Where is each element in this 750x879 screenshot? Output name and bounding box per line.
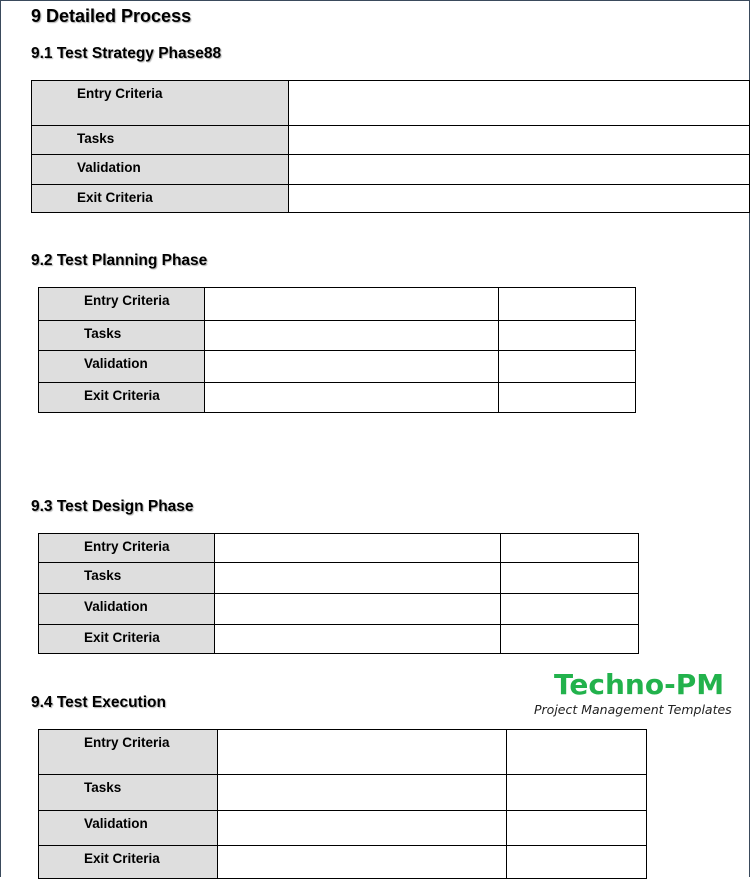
section-heading-design: 9.3 Test Design Phase (31, 498, 194, 515)
table-row (39, 351, 636, 383)
row-label: Tasks (39, 563, 215, 594)
table-cell[interactable] (499, 288, 636, 321)
table-cell[interactable] (501, 534, 639, 563)
row-label: Tasks (39, 321, 205, 351)
logo-title: Techno-PM (554, 668, 725, 701)
table-row (39, 846, 647, 879)
table-cell[interactable] (501, 594, 639, 625)
table-cell[interactable] (215, 563, 501, 594)
row-label: Entry Criteria (39, 288, 205, 321)
row-label: Validation (39, 594, 215, 625)
table-row (32, 155, 750, 185)
table-cell[interactable] (499, 383, 636, 413)
planning-table (38, 287, 636, 413)
row-label: Validation (39, 351, 205, 383)
table-cell[interactable] (205, 288, 499, 321)
table-row (39, 563, 639, 594)
table-cell[interactable] (499, 321, 636, 351)
table-cell[interactable] (507, 811, 647, 846)
row-label: Entry Criteria (39, 730, 218, 775)
table-cell[interactable] (499, 351, 636, 383)
row-label: Exit Criteria (32, 185, 289, 213)
table-cell[interactable] (218, 775, 507, 811)
table-row (39, 534, 639, 563)
table-row (39, 594, 639, 625)
table-cell[interactable] (289, 185, 750, 213)
section-heading-planning: 9.2 Test Planning Phase (31, 252, 208, 269)
table-cell[interactable] (501, 563, 639, 594)
table-row (39, 775, 647, 811)
section-heading-execution: 9.4 Test Execution (31, 694, 166, 711)
table-cell[interactable] (507, 775, 647, 811)
techno-pm-logo (534, 668, 746, 717)
table-cell[interactable] (205, 383, 499, 413)
table-cell[interactable] (507, 846, 647, 879)
row-label: Exit Criteria (39, 625, 215, 654)
table-cell[interactable] (218, 811, 507, 846)
table-cell[interactable] (205, 351, 499, 383)
table-cell[interactable] (289, 126, 750, 155)
table-cell[interactable] (205, 321, 499, 351)
design-table (38, 533, 639, 654)
execution-table (38, 729, 647, 879)
row-label: Entry Criteria (39, 534, 215, 563)
table-cell[interactable] (507, 730, 647, 775)
row-label: Entry Criteria (32, 81, 289, 126)
section-heading-strategy: 9.1 Test Strategy Phase88 (31, 45, 222, 62)
logo-subtitle: Project Management Templates (534, 702, 732, 717)
table-cell[interactable] (215, 625, 501, 654)
row-label: Exit Criteria (39, 846, 218, 879)
table-cell[interactable] (215, 594, 501, 625)
strategy-table (31, 80, 750, 213)
row-label: Tasks (32, 126, 289, 155)
table-row (32, 81, 750, 126)
table-cell[interactable] (289, 81, 750, 126)
table-cell[interactable] (215, 534, 501, 563)
table-row (39, 730, 647, 775)
table-row (39, 288, 636, 321)
table-row (32, 126, 750, 155)
table-cell[interactable] (218, 846, 507, 879)
row-label: Validation (39, 811, 218, 846)
table-cell[interactable] (501, 625, 639, 654)
table-row (39, 625, 639, 654)
row-label: Tasks (39, 775, 218, 811)
row-label: Exit Criteria (39, 383, 205, 413)
table-cell[interactable] (218, 730, 507, 775)
table-cell[interactable] (289, 155, 750, 185)
page-title: 9 Detailed Process (31, 6, 192, 26)
table-row (32, 185, 750, 213)
table-row (39, 811, 647, 846)
table-row (39, 383, 636, 413)
table-row (39, 321, 636, 351)
row-label: Validation (32, 155, 289, 185)
